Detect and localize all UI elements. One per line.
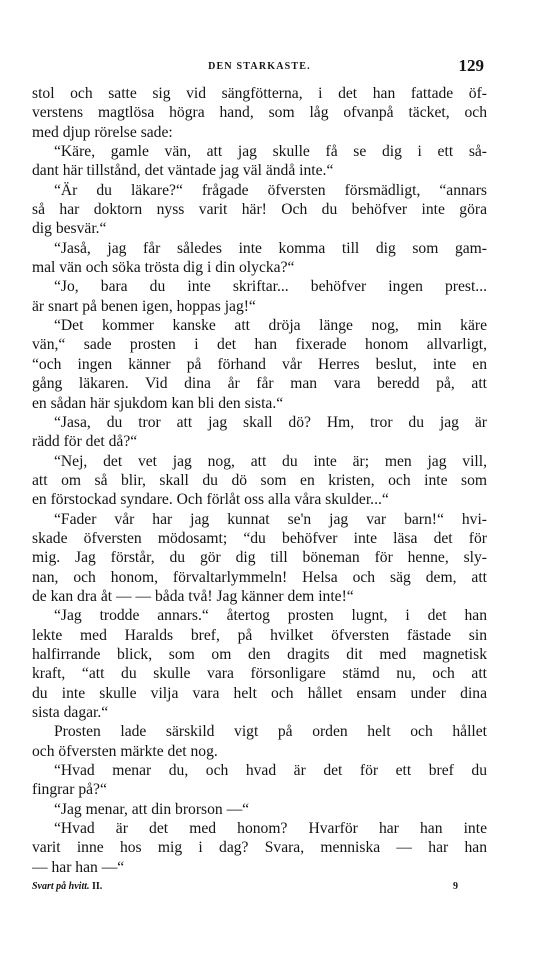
- signature-volume: II.: [92, 881, 103, 893]
- text-line: dant här tillstånd, det väntade jag väl ändå inte.“: [32, 162, 334, 180]
- text-line: “Är du läkare?“ frågade öfversten försmädligt, “annars: [54, 181, 487, 199]
- text-line: så har doktorn nyss varit här! Och du behöfver inte göra: [32, 201, 487, 219]
- text-line: fingrar på?“: [32, 781, 107, 799]
- text-line: “Jo, bara du inte skriftar... behöfver ingen prest...: [54, 278, 487, 296]
- text-line: “Jaså, jag får således inte komma till dig som gam-: [54, 239, 487, 257]
- text-line: och öfversten märkte det nog.: [32, 742, 218, 760]
- text-line: “Fader vår har jag kunnat se'n jag var barn!“ hvi-: [54, 510, 487, 528]
- text-line: vän,“ sade prosten i det han fixerade honom allvarligt,: [32, 336, 487, 354]
- running-head: [32, 54, 487, 78]
- text-line: är snart på benen igen, hoppas jag!“: [32, 297, 256, 315]
- text-line: mig. Jag förstår, du gör dig till böneman för henne, sly-: [32, 549, 487, 567]
- text-line: sista dagar.“: [32, 704, 109, 721]
- text-line: “Jag trodde annars.“ återtog prosten lugnt, i det han: [54, 607, 487, 625]
- text-line: skade öfversten mödosamt; “du behöfver inte läsa det för: [32, 529, 487, 547]
- text-line: Prosten lade särskild vigt på orden helt och hållet: [54, 723, 487, 741]
- signature-title: Svart på hvitt.: [32, 881, 90, 893]
- text-line: mal vän och söka trösta dig i din olycka?“: [32, 259, 295, 277]
- text-line: de kan dra åt — — båda två! Jag känner dem inte!“: [32, 587, 354, 605]
- text-line: “Hvad menar du, och hvad är det för ett bref du: [54, 762, 487, 780]
- running-title: DEN STARKASTE.: [208, 61, 311, 72]
- text-line: rädd för det då?“: [32, 433, 138, 451]
- text-line: dig besvär.“: [32, 220, 107, 238]
- text-line: nan, och honom, förvaltarlymmeln! Helsa och säg dem, att: [32, 568, 487, 586]
- body-text: [32, 84, 487, 877]
- text-line: en sådan här sjukdom kan bli den sista.“: [32, 394, 284, 412]
- signature-line: [32, 881, 102, 892]
- text-line: “Jag menar, att din brorson —“: [54, 800, 250, 818]
- sheet-mark: 9: [453, 881, 458, 893]
- text-line: att om så blir, skall du dö som en kristen, och inte som: [32, 471, 487, 489]
- text-line: “Det kommer kanske att dröja länge nog, min käre: [54, 317, 487, 335]
- text-line: “Jasa, du tror att jag skall dö? Hm, tror du jag är: [54, 413, 487, 431]
- text-line: gång läkaren. Vid dina år får man vara beredd på, att: [32, 375, 487, 393]
- text-line: “Nej, det vet jag nog, att du inte är; men jag vill,: [54, 452, 487, 470]
- text-line: du inte skulle vilja vara helt och hållet ensam under dina: [32, 684, 487, 702]
- text-line: stol och satte sig vid sängfötterna, i det han fattade öf-: [32, 85, 487, 102]
- text-line: — har han —“: [32, 858, 125, 876]
- text-line: lekte med Haralds bref, på hvilket öfversten fästade sin: [32, 626, 487, 644]
- page-number: 129: [458, 56, 484, 75]
- text-line: med djup rörelse sade:: [32, 123, 173, 141]
- page-footer: [32, 879, 487, 897]
- text-line: halfirrande blick, som om den dragits dit med magnetisk: [32, 645, 487, 663]
- text-line: kraft, “att du skulle vara försonligare stämd nu, och att: [32, 665, 487, 683]
- text-line: varit inne hos mig i dag? Svara, menniska — har han: [32, 839, 487, 857]
- book-page: [32, 54, 487, 897]
- text-line: “och ingen känner på förhand vår Herres beslut, inte en: [32, 355, 487, 373]
- text-line: verstens magtlösa högra hand, som låg ofvanpå täcket, och: [32, 104, 487, 122]
- text-line: “Käre, gamle vän, att jag skulle få se dig i ett så-: [54, 143, 487, 161]
- text-line: en förstockad syndare. Och förlåt oss alla våra skulder...“: [32, 491, 389, 509]
- text-line: “Hvad är det med honom? Hvarför har han inte: [54, 820, 487, 838]
